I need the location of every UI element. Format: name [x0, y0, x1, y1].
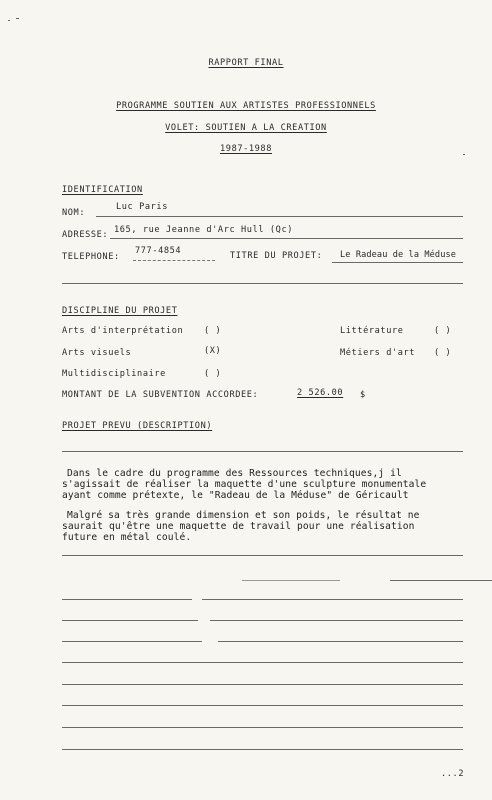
titre-label: TITRE DU PROJET: — [230, 251, 323, 261]
blank-line — [62, 662, 463, 663]
page-number: ...2 — [441, 769, 465, 779]
description-line-2: s'agissait de réaliser la maquette d'une sculpture monumentale — [62, 479, 427, 490]
blank-line — [62, 555, 463, 556]
identification-line-extra — [62, 283, 463, 284]
discipline-mark-litterature: ( ) — [434, 326, 452, 336]
program-title: PROGRAMME SOUTIEN AUX ARTISTES PROFESSIONNELS — [116, 101, 376, 111]
blank-line — [62, 727, 463, 728]
adresse-value: 165, rue Jeanne d'Arc Hull (Qc) — [114, 225, 293, 235]
telephone-label: TELEPHONE: — [62, 252, 120, 262]
discipline-label-litterature: Littérature — [340, 326, 404, 336]
discipline-heading: DISCIPLINE DU PROJET — [62, 306, 178, 316]
blank-line — [218, 641, 463, 642]
titre-value: Le Radeau de la Méduse — [340, 250, 457, 260]
blank-line — [62, 599, 192, 600]
scan-speck — [463, 154, 465, 155]
description-line-5: saurait qu'être une maquette de travail pour une réalisation — [62, 521, 415, 532]
blank-line — [62, 705, 463, 706]
telephone-line — [133, 260, 215, 261]
description-line-3: ayant comme prétexte, le "Radeau de la Méduse" de Géricault — [62, 490, 409, 501]
nom-value: Luc Paris — [116, 202, 168, 212]
blank-line — [242, 580, 340, 581]
description-line-6: future en métal coulé. — [62, 532, 192, 543]
blank-line — [202, 599, 463, 600]
page-title: RAPPORT FINAL — [208, 58, 284, 68]
discipline-mark-arts-visuels: (X) — [204, 346, 222, 356]
montant-unit: $ — [360, 390, 366, 400]
adresse-label: ADRESSE: — [62, 230, 109, 240]
discipline-label-interpretation: Arts d'interprétation — [62, 326, 184, 336]
description-line-4: Malgré sa très grande dimension et son poids, le résultat ne — [67, 510, 420, 521]
blank-line — [390, 580, 492, 581]
adresse-line — [110, 238, 463, 239]
description-line-1: Dans le cadre du programme des Ressources techniques,j il — [67, 468, 402, 479]
volet-title: VOLET: SOUTIEN A LA CREATION — [165, 123, 327, 133]
discipline-mark-multidisciplinaire: ( ) — [204, 369, 222, 379]
montant-label: MONTANT DE LA SUBVENTION ACCORDEE: — [62, 390, 259, 400]
scan-speck — [16, 18, 19, 19]
discipline-label-arts-visuels: Arts visuels — [62, 348, 132, 358]
years: 1987-1988 — [220, 144, 272, 154]
nom-label: NOM: — [62, 208, 86, 218]
blank-line — [62, 641, 202, 642]
telephone-value: 777-4854 — [135, 246, 182, 256]
discipline-mark-interpretation: ( ) — [204, 326, 222, 336]
nom-line — [96, 216, 463, 217]
identification-heading: IDENTIFICATION — [62, 185, 143, 195]
projet-heading: PROJET PREVU (DESCRIPTION) — [62, 421, 213, 431]
discipline-mark-metiers: ( ) — [434, 348, 452, 358]
titre-line — [332, 262, 463, 263]
blank-line — [62, 620, 198, 621]
scan-speck — [8, 20, 10, 21]
montant-value: 2 526.00 — [297, 388, 344, 398]
blank-line — [210, 620, 463, 621]
discipline-label-metiers: Métiers d'art — [340, 348, 416, 358]
discipline-label-multidisciplinaire: Multidisciplinaire — [62, 369, 166, 379]
projet-line — [62, 451, 463, 452]
blank-line — [62, 684, 463, 685]
blank-line — [62, 749, 463, 750]
